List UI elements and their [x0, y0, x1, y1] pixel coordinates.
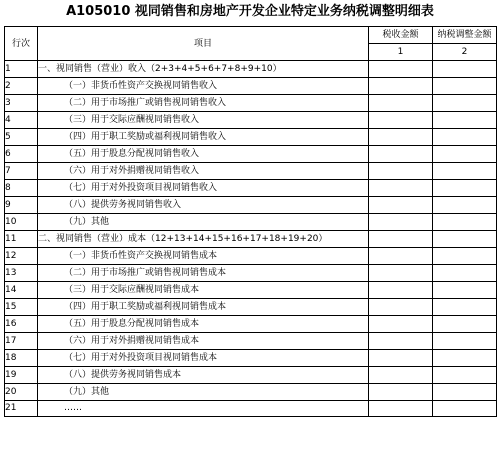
adjust-amount-cell[interactable] [433, 401, 497, 417]
row-item: （七）用于对外投资项目视同销售收入 [38, 180, 369, 197]
tax-amount-cell[interactable] [369, 214, 433, 231]
row-item: 二、视同销售（营业）成本（12+13+14+15+16+17+18+19+20） [38, 231, 369, 248]
row-number: 18 [5, 350, 38, 367]
row-item: …… [38, 401, 369, 417]
row-item: （二）用于市场推广或销售视同销售成本 [38, 265, 369, 282]
row-number: 3 [5, 95, 38, 112]
row-item: （八）提供劳务视同销售成本 [38, 367, 369, 384]
tax-amount-cell[interactable] [369, 282, 433, 299]
row-item: （四）用于职工奖励或福利视同销售成本 [38, 299, 369, 316]
table-row [5, 248, 497, 265]
adjust-amount-cell[interactable] [433, 129, 497, 146]
tax-amount-cell[interactable] [369, 333, 433, 350]
table-row [5, 350, 497, 367]
adjust-amount-cell[interactable] [433, 214, 497, 231]
row-item: （五）用于股息分配视同销售成本 [38, 316, 369, 333]
row-number: 1 [5, 61, 38, 78]
header-tax-amount: 税收金额 [369, 27, 433, 44]
tax-amount-cell[interactable] [369, 367, 433, 384]
adjust-amount-cell[interactable] [433, 61, 497, 78]
header-row-number: 行次 [5, 27, 38, 61]
row-item: （七）用于对外投资项目视同销售成本 [38, 350, 369, 367]
table-row [5, 333, 497, 350]
row-number: 17 [5, 333, 38, 350]
table-row [5, 112, 497, 129]
tax-amount-cell[interactable] [369, 61, 433, 78]
tax-amount-cell[interactable] [369, 112, 433, 129]
table-row [5, 384, 497, 401]
tax-amount-cell[interactable] [369, 95, 433, 112]
tax-amount-cell[interactable] [369, 265, 433, 282]
row-item: （二）用于市场推广或销售视同销售收入 [38, 95, 369, 112]
row-number: 6 [5, 146, 38, 163]
tax-amount-cell[interactable] [369, 316, 433, 333]
adjust-amount-cell[interactable] [433, 248, 497, 265]
row-number: 5 [5, 129, 38, 146]
adjust-amount-cell[interactable] [433, 231, 497, 248]
adjust-amount-cell[interactable] [433, 299, 497, 316]
row-item: （一）非货币性资产交换视同销售收入 [38, 78, 369, 95]
adjust-amount-cell[interactable] [433, 112, 497, 129]
adjust-amount-cell[interactable] [433, 146, 497, 163]
adjust-amount-cell[interactable] [433, 384, 497, 401]
adjust-amount-cell[interactable] [433, 316, 497, 333]
row-item: （一）非货币性资产交换视同销售成本 [38, 248, 369, 265]
table-row [5, 401, 497, 417]
row-item: （六）用于对外捐赠视同销售收入 [38, 163, 369, 180]
form-title: A105010 视同销售和房地产开发企业特定业务纳税调整明细表 [66, 4, 434, 19]
row-number: 13 [5, 265, 38, 282]
tax-amount-cell[interactable] [369, 248, 433, 265]
adjust-amount-cell[interactable] [433, 180, 497, 197]
row-number: 2 [5, 78, 38, 95]
row-item: （三）用于交际应酬视同销售成本 [38, 282, 369, 299]
row-item: （九）其他 [38, 384, 369, 401]
table-row [5, 282, 497, 299]
adjust-amount-cell[interactable] [433, 78, 497, 95]
table-row [5, 265, 497, 282]
row-number: 20 [5, 384, 38, 401]
adjust-amount-cell[interactable] [433, 282, 497, 299]
table-row [5, 163, 497, 180]
row-number: 9 [5, 197, 38, 214]
header-adjust-amount: 纳税调整金额 [433, 27, 497, 44]
adjust-amount-cell[interactable] [433, 163, 497, 180]
table-row [5, 146, 497, 163]
table-row [5, 95, 497, 112]
table-row [5, 316, 497, 333]
tax-amount-cell[interactable] [369, 401, 433, 417]
row-number: 21 [5, 401, 38, 417]
row-item: 一、视同销售（营业）收入（2+3+4+5+6+7+8+9+10） [38, 61, 369, 78]
row-number: 14 [5, 282, 38, 299]
adjust-amount-cell[interactable] [433, 197, 497, 214]
adjust-amount-cell[interactable] [433, 350, 497, 367]
row-item: （六）用于对外捐赠视同销售成本 [38, 333, 369, 350]
tax-amount-cell[interactable] [369, 384, 433, 401]
row-number: 19 [5, 367, 38, 384]
header-tax-amount-number: 1 [369, 44, 433, 61]
table-row [5, 180, 497, 197]
row-number: 8 [5, 180, 38, 197]
tax-amount-cell[interactable] [369, 231, 433, 248]
tax-amount-cell[interactable] [369, 299, 433, 316]
table-header-row [5, 27, 497, 44]
table-body [5, 61, 497, 417]
table-row [5, 231, 497, 248]
row-number: 15 [5, 299, 38, 316]
row-number: 11 [5, 231, 38, 248]
table-row [5, 61, 497, 78]
adjust-amount-cell[interactable] [433, 95, 497, 112]
tax-amount-cell[interactable] [369, 180, 433, 197]
header-adjust-amount-number: 2 [433, 44, 497, 61]
table-row [5, 197, 497, 214]
header-item: 项目 [38, 27, 369, 61]
table-row [5, 214, 497, 231]
row-number: 10 [5, 214, 38, 231]
row-number: 7 [5, 163, 38, 180]
adjustment-table [4, 26, 497, 417]
tax-amount-cell[interactable] [369, 129, 433, 146]
row-number: 4 [5, 112, 38, 129]
row-item: （八）提供劳务视同销售收入 [38, 197, 369, 214]
tax-amount-cell[interactable] [369, 163, 433, 180]
tax-amount-cell[interactable] [369, 78, 433, 95]
tax-amount-cell[interactable] [369, 350, 433, 367]
table-row [5, 129, 497, 146]
table-row [5, 78, 497, 95]
row-item: （三）用于交际应酬视同销售收入 [38, 112, 369, 129]
table-row [5, 367, 497, 384]
row-number: 12 [5, 248, 38, 265]
table-row [5, 299, 497, 316]
row-number: 16 [5, 316, 38, 333]
tax-amount-cell[interactable] [369, 146, 433, 163]
adjust-amount-cell[interactable] [433, 367, 497, 384]
row-item: （九）其他 [38, 214, 369, 231]
row-item: （五）用于股息分配视同销售收入 [38, 146, 369, 163]
adjust-amount-cell[interactable] [433, 333, 497, 350]
tax-amount-cell[interactable] [369, 197, 433, 214]
row-item: （四）用于职工奖励或福利视同销售收入 [38, 129, 369, 146]
adjust-amount-cell[interactable] [433, 265, 497, 282]
